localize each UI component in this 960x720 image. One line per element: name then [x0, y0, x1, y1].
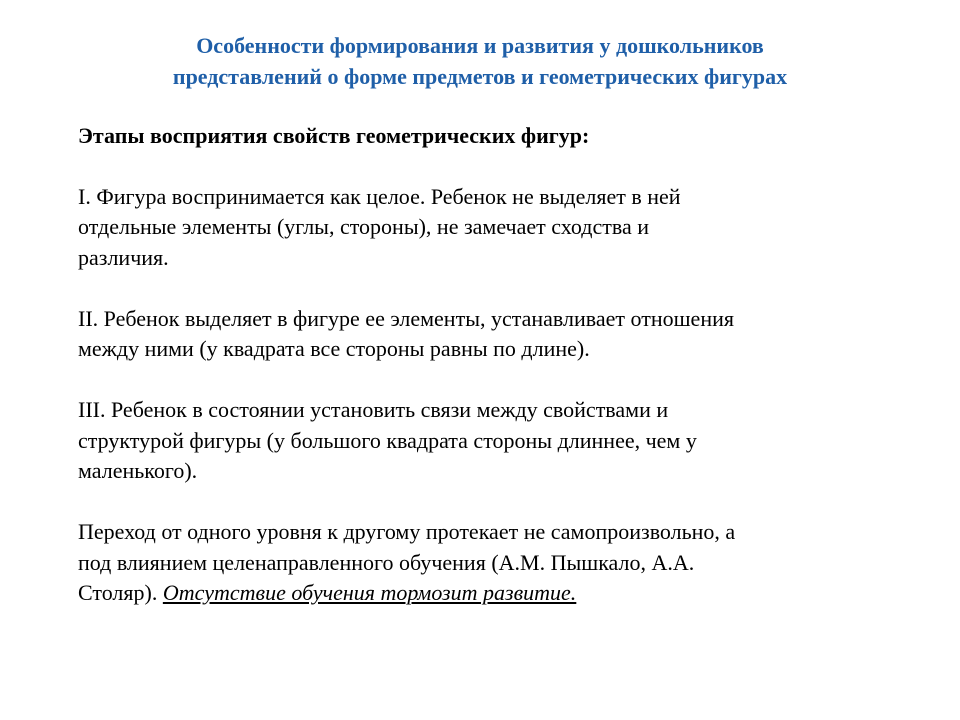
stage-1-line-1: I. Фигура воспринимается как целое. Ребенок не выделяет в ней: [78, 183, 681, 209]
title-line-2: представлений о форме предметов и геометрических фигурах: [172, 64, 788, 89]
stage-1-paragraph: [78, 182, 898, 274]
stage-3-paragraph: [78, 395, 898, 487]
section-heading: Этапы восприятия свойств геометрических фигур:: [78, 123, 590, 148]
transition-line-3-text: Столяр).: [78, 580, 163, 605]
stage-2-line-2: между ними (у квадрата все стороны равны по длине).: [78, 336, 590, 361]
stage-2-line-1: II. Ребенок выделяет в фигуре ее элементы, устанавливает отношения: [78, 305, 734, 331]
slide-body: [78, 121, 898, 609]
transition-line-3: [78, 578, 898, 609]
slide-title: [60, 30, 900, 92]
transition-paragraph: [78, 517, 898, 609]
transition-line-1: Переход от одного уровня к другому протекает не самопроизвольно, а: [78, 519, 736, 544]
stage-3-line-1: III. Ребенок в состоянии установить связи между свойствами и: [78, 397, 669, 422]
stage-2-paragraph: [78, 304, 898, 365]
stage-3-line-3: маленького).: [78, 458, 198, 483]
transition-line-2: под влиянием целенаправленного обучения (А.М. Пышкало, А.А.: [78, 549, 695, 575]
stage-1-line-2: отдельные элементы (углы, стороны), не замечает сходства и: [78, 214, 649, 239]
title-line-1: Особенности формирования и развития у дошкольников: [196, 33, 764, 58]
emphasis-conclusion: Отсутствие обучения тормозит развитие.: [162, 580, 577, 605]
stage-1-line-3: различия.: [78, 244, 169, 270]
stage-3-line-2: структурой фигуры (у большого квадрата стороны длиннее, чем у: [78, 427, 697, 453]
